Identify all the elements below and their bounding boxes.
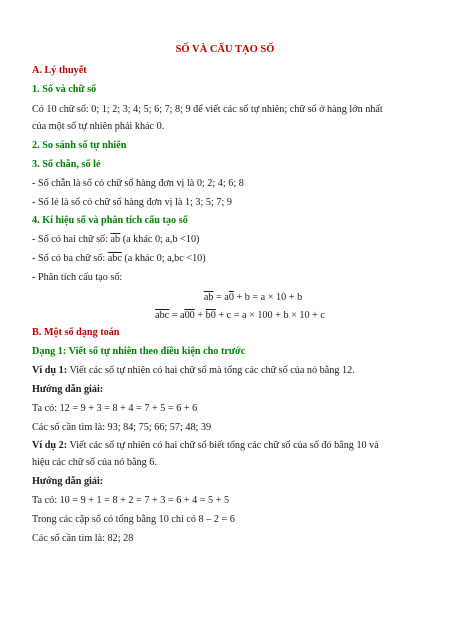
eq1-rest: + b = a × 10 + b <box>233 292 303 303</box>
guide-2-heading: Hướng dẫn giải: <box>32 476 104 487</box>
odd-definition: - Số lẻ là số có chữ số hàng đơn vị là 1; 3; 5; 7; 9 <box>32 197 232 208</box>
eq2-mid2: + <box>194 310 206 321</box>
example-1-text: Viết các số tự nhiên có hai chữ số mà tổng các chữ số của nó bằng 12. <box>67 365 355 376</box>
eq2-term2: b0 <box>205 310 216 321</box>
paragraph-1-line-2: của một số tự nhiên phải khác 0. <box>32 121 165 132</box>
example-2-label: Ví dụ 2: <box>32 440 68 451</box>
example-2-solution-1: Ta có: 10 = 9 + 1 = 8 + 2 = 7 + 3 = 6 + 4 = 5 + 5 <box>32 495 230 506</box>
heading-4: 4. Kí hiệu số và phân tích cấu tạo số <box>32 215 188 226</box>
example-1-solution-2: Các số cần tìm là: 93; 84; 75; 66; 57; 48; 39 <box>32 422 212 433</box>
example-1-solution-1: Ta có: 12 = 9 + 3 = 8 + 4 = 7 + 5 = 6 + 6 <box>32 403 198 414</box>
section-b-heading: B. Một số dạng toán <box>32 327 120 338</box>
two-digit-prefix: - Số có hai chữ số: <box>32 234 111 245</box>
eq2-mid1: = a <box>169 310 185 321</box>
example-2-line-2: hiệu các chữ số của nó bằng 6. <box>32 457 157 468</box>
two-digit-suffix: (a khác 0; a,b <10) <box>120 234 200 245</box>
three-digit-symbol: $\overline{abc}$ <box>107 253 122 264</box>
heading-3: 3. Số chẵn, số lẻ <box>32 159 101 170</box>
heading-1: 1. Số và chữ số <box>32 84 97 95</box>
example-2-text: Viết các số tự nhiên có hai chữ số biết tổng các chữ số của số đó bằng 10 và <box>67 440 379 451</box>
two-digit-line <box>32 233 426 246</box>
equation-2 <box>0 309 450 322</box>
example-1-label: Ví dụ 1: <box>32 365 68 376</box>
equation-1 <box>0 291 450 304</box>
eq2-term1: 00 <box>184 310 195 321</box>
paragraph-1-line-1: Có 10 chữ số: 0; 1; 2; 3; 4; 5; 6; 7; 8; 9 để viết các số tự nhiên; chữ số ở hàng lớn nhất <box>32 104 383 115</box>
form-1-heading: Dạng 1: Viết số tự nhiên theo điều kiện cho trước <box>32 346 246 357</box>
eq2-rest: + c = a × 100 + b × 10 + c <box>215 310 325 321</box>
three-digit-prefix: - Số có ba chữ số: <box>32 253 108 264</box>
heading-2: 2. So sánh số tự nhiên <box>32 140 127 151</box>
three-digit-line <box>32 252 426 265</box>
example-1 <box>32 364 426 377</box>
even-definition: - Số chẵn là số có chữ số hàng đơn vị là 0; 2; 4; 6; 8 <box>32 178 244 189</box>
eq2-lhs: $\overline{abc}$ <box>155 310 170 321</box>
section-a-heading: A. Lý thuyết <box>32 65 87 76</box>
example-2-solution-3: Các số cần tìm là: 82; 28 <box>32 533 134 544</box>
page-title: SỐ VÀ CẤU TẠO SỐ <box>175 44 275 55</box>
guide-1-heading: Hướng dẫn giải: <box>32 384 104 395</box>
eq1-term: 0 <box>228 292 234 303</box>
analysis-label: - Phân tích cấu tạo số: <box>32 272 123 283</box>
three-digit-suffix: (a khác 0; a,bc <10) <box>121 253 206 264</box>
eq1-mid: = a <box>213 292 229 303</box>
eq1-lhs: $\overline{ab}$ <box>203 292 214 303</box>
example-2-solution-2: Trong các cặp số có tổng bằng 10 chỉ có 8 – 2 = 6 <box>32 514 235 525</box>
two-digit-symbol: $\overline{ab}$ <box>110 234 121 245</box>
example-2 <box>32 439 426 452</box>
